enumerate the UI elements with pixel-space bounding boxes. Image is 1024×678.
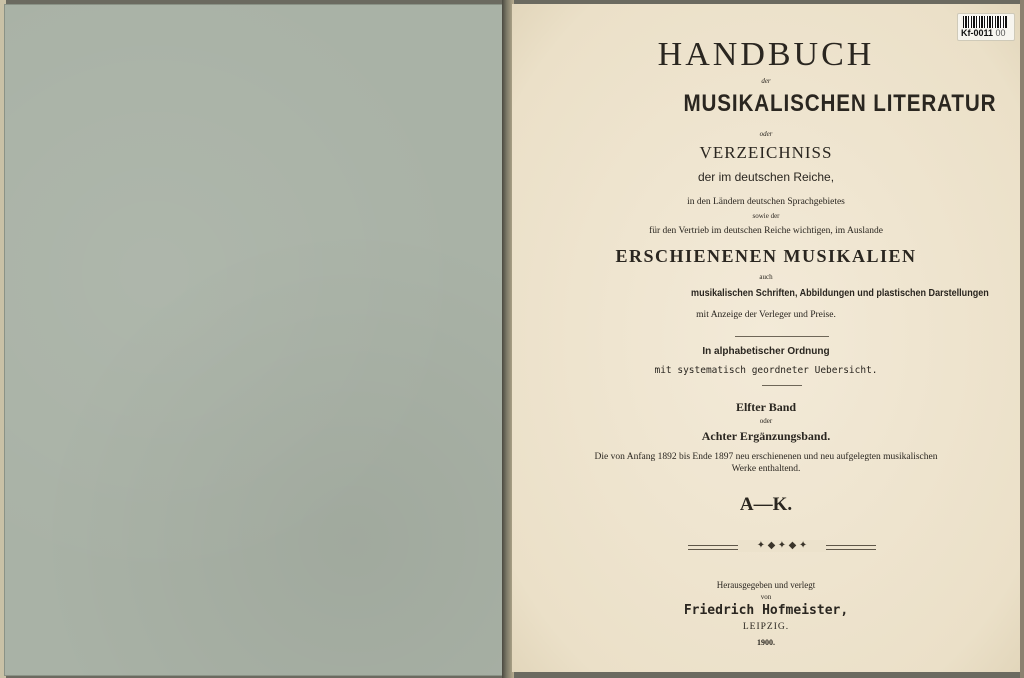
title-oder-2: oder — [759, 417, 773, 425]
divider-1 — [735, 336, 829, 337]
title-von: von — [760, 593, 772, 601]
title-volume-range: A—K. — [739, 494, 793, 515]
title-ergaenzungsband: Achter Ergänzungsband. — [701, 429, 831, 443]
title-sprachgebiet: in den Ländern deutschen Sprachgebietes — [687, 197, 845, 207]
title-publisher: Friedrich Hofmeister, — [683, 603, 849, 618]
ornament-icon: ✦ ◆ ✦ ◆ ✦ — [738, 540, 826, 552]
title-handbuch: HANDBUCH — [657, 36, 875, 73]
left-endpaper — [4, 4, 504, 676]
title-uebersicht: mit systematisch geordneter Uebersicht. — [654, 365, 878, 376]
title-verzeichniss: VERZEICHNISS — [699, 143, 833, 162]
title-description-2: Werke enthaltend. — [731, 464, 801, 474]
title-schriften: musikalischen Schriften, Abbildungen und plastischen Darstellungen — [691, 287, 989, 299]
divider-2 — [762, 385, 802, 386]
title-verleger-preise: mit Anzeige der Verleger und Preise. — [696, 310, 836, 320]
barcode-id: Kf-0011 00 — [961, 28, 1006, 38]
title-vertrieb: für den Vertrieb im deutschen Reiche wichtigen, im Auslande — [649, 226, 883, 236]
title-oder-1: oder — [759, 130, 773, 138]
title-elfter-band: Elfter Band — [735, 400, 797, 414]
title-leipzig: LEIPZIG. — [742, 622, 790, 632]
title-herausgegeben: Herausgegeben und verlegt — [716, 580, 816, 590]
title-description-1: Die von Anfang 1892 bis Ende 1897 neu erschienenen und neu aufgelegten musikalischen — [594, 452, 938, 462]
title-der: der — [761, 77, 771, 85]
title-deutschen-reiche: der im deutschen Reiche, — [697, 170, 835, 184]
title-year: 1900. — [757, 638, 775, 647]
title-auch: auch — [759, 273, 773, 281]
title-sowie-der: sowie der — [752, 212, 780, 220]
title-erschienenen-musikalien: ERSCHIENENEN MUSIKALIEN — [615, 246, 917, 266]
barcode-icon — [963, 16, 1007, 28]
title-alphabetische-ordnung: In alphabetischer Ordnung — [702, 346, 830, 357]
title-musikalischen-literatur: MUSIKALISCHEN LITERATUR — [683, 90, 997, 117]
